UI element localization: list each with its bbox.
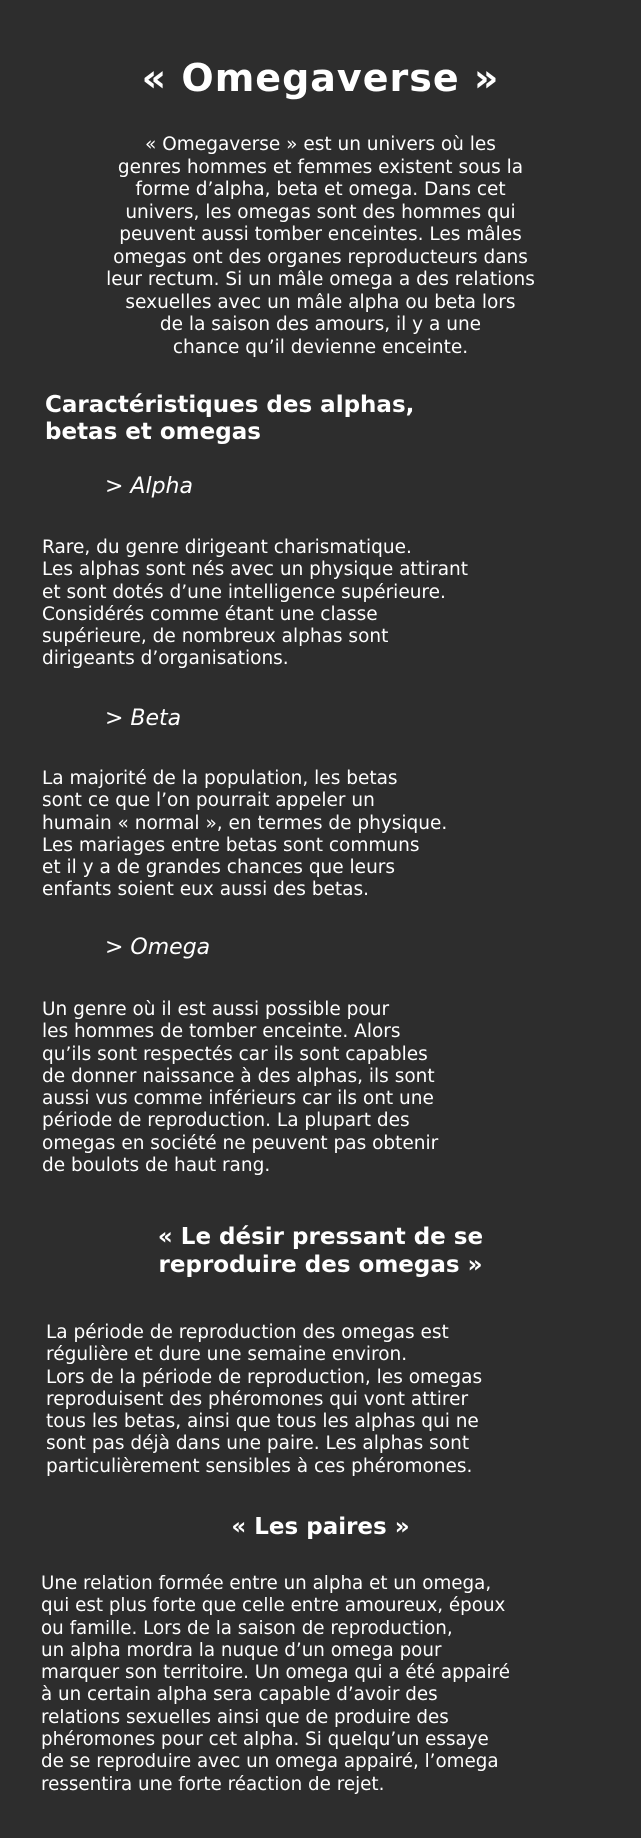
paragraph-line: Un genre où il est aussi possible pour: [42, 999, 390, 1020]
page-title: « Omegaverse »: [141, 56, 500, 100]
intro-line: univers, les omegas sont des hommes qui: [125, 201, 516, 223]
paragraph-line: sont pas déjà dans une paire. Les alphas sont: [46, 1433, 470, 1455]
paragraph-line: de se reproduire avec un omega appairé, l’omega: [41, 1751, 499, 1773]
heading-line: « Le désir pressant de se: [157, 1224, 484, 1250]
heading-line: Caractéristiques des alphas,: [45, 392, 415, 418]
intro-line: leur rectum. Si un mâle omega a des relations: [106, 269, 535, 290]
paragraph-line: particulièrement sensibles à ces phéromones.: [46, 1455, 473, 1477]
paragraph-line: qui est plus forte que celle entre amoureux, époux: [41, 1595, 506, 1617]
intro-line: « Omegaverse » est un univers où les: [145, 134, 496, 155]
paragraph-line: humain « normal », en termes de physique.: [42, 812, 448, 834]
paragraph-line: ou famille. Lors de la saison de reproduction,: [41, 1617, 453, 1639]
intro-line: sexuelles avec un mâle alpha ou beta lors: [125, 291, 516, 313]
paragraph-line: sont ce que l’on pourrait appeler un: [42, 790, 375, 812]
paragraph-line: Une relation formée entre un alpha et un omega,: [41, 1573, 492, 1594]
intro-paragraph: [0, 134, 641, 359]
paragraph-line: et il y a de grandes chances que leurs: [42, 857, 396, 879]
alpha-paragraph: [42, 537, 468, 671]
paragraph-line: Rare, du genre dirigeant charismatique.: [42, 537, 412, 558]
paragraph-line: reproduisent des phéromones qui vont attirer: [46, 1388, 469, 1410]
beta-heading: > Beta: [105, 706, 182, 731]
paragraph-line: omegas en société ne peuvent pas obtenir: [42, 1132, 439, 1154]
intro-line: omegas ont des organes reproducteurs dans: [113, 246, 528, 268]
paragraph-line: Les alphas sont nés avec un physique attirant: [42, 559, 469, 581]
heading-line: reproduire des omegas »: [158, 1252, 483, 1278]
intro-line: genres hommes et femmes existent sous la: [117, 156, 524, 178]
paragraph-line: phéromones pour cet alpha. Si quelqu’un essaye: [41, 1729, 489, 1751]
intro-line: forme d’alpha, beta et omega. Dans cet: [135, 179, 506, 200]
paragraph-line: aussi vus comme inférieurs car ils ont une: [42, 1088, 434, 1110]
paragraph-line: les hommes de tomber enceinte. Alors: [42, 1021, 401, 1043]
intro-line: chance qu’il devienne enceinte.: [172, 336, 469, 358]
paragraph-line: de boulots de haut rang.: [42, 1155, 271, 1177]
heading-line: betas et omegas: [45, 419, 261, 445]
paragraph-line: Considérés comme étant une classe: [42, 603, 378, 625]
pairs-paragraph: [41, 1573, 510, 1796]
paragraph-line: supérieure, de nombreux alphas sont: [42, 626, 389, 648]
paragraph-line: de donner naissance à des alphas, ils sont: [42, 1065, 435, 1087]
characteristics-heading: [45, 392, 414, 446]
paragraph-line: tous les betas, ainsi que tous les alphas qui ne: [46, 1411, 479, 1433]
paragraph-line: qu’ils sont respectés car ils sont capables: [42, 1043, 428, 1065]
alpha-heading: > Alpha: [105, 474, 193, 499]
intro-line: peuvent aussi tomber enceintes. Les mâles: [119, 224, 522, 245]
intro-line: de la saison des amours, il y a une: [159, 314, 482, 335]
pairs-heading: « Les paires »: [231, 1514, 410, 1540]
paragraph-line: Lors de la période de reproduction, les omegas: [46, 1366, 483, 1388]
paragraph-line: La majorité de la population, les betas: [42, 768, 398, 789]
beta-paragraph: [42, 768, 447, 902]
paragraph-line: un alpha mordra la nuque d’un omega pour: [41, 1639, 442, 1661]
paragraph-line: marquer son territoire. Un omega qui a été appairé: [41, 1662, 510, 1684]
omega-paragraph: [42, 999, 438, 1177]
paragraph-line: ressentira une forte réaction de rejet.: [41, 1773, 385, 1795]
desire-heading: [0, 1223, 641, 1279]
paragraph-line: dirigeants d’organisations.: [42, 648, 289, 670]
paragraph-line: régulière et dure une semaine environ.: [46, 1344, 408, 1366]
paragraph-line: et sont dotés d’une intelligence supérieure.: [42, 581, 446, 603]
desire-paragraph: [46, 1322, 482, 1478]
omega-heading: > Omega: [105, 935, 211, 960]
paragraph-line: Les mariages entre betas sont communs: [42, 834, 420, 856]
paragraph-line: enfants soient eux aussi des betas.: [42, 879, 369, 901]
paragraph-line: période de reproduction. La plupart des: [42, 1110, 410, 1132]
paragraph-line: relations sexuelles ainsi que de produire des: [41, 1706, 449, 1728]
paragraph-line: à un certain alpha sera capable d’avoir des: [41, 1684, 438, 1706]
paragraph-line: La période de reproduction des omegas est: [46, 1322, 449, 1343]
